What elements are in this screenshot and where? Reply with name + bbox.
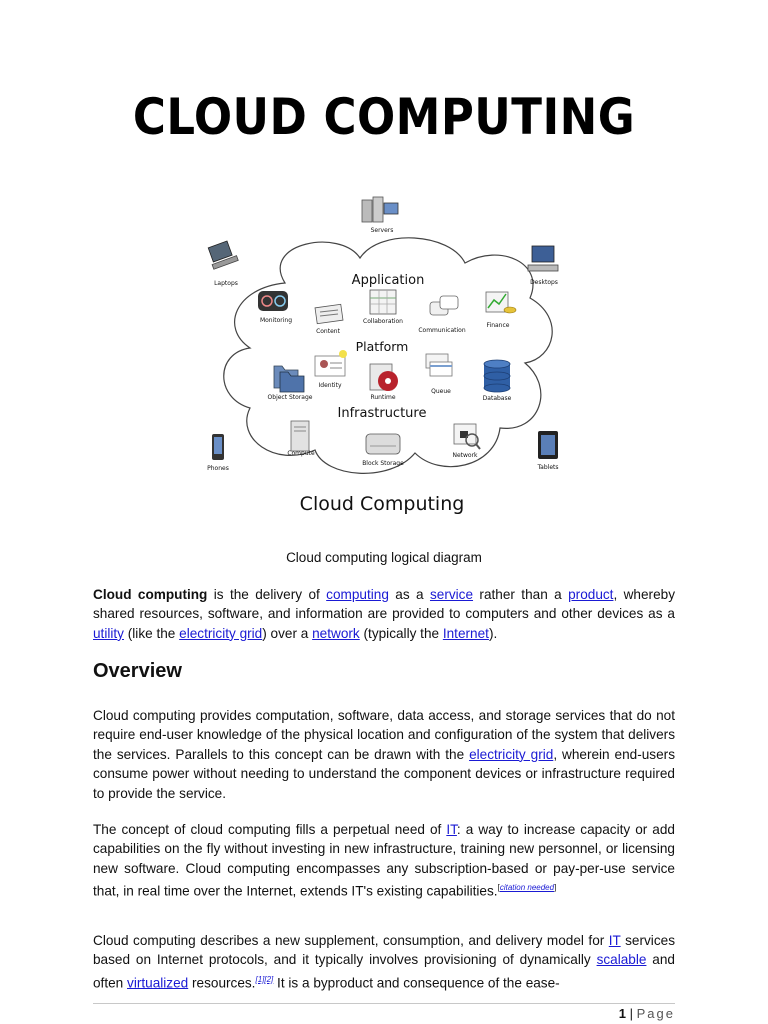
page-title: CLOUD COMPUTING (132, 88, 636, 146)
link-internet[interactable]: Internet (442, 625, 489, 641)
link-network[interactable]: network (312, 625, 360, 641)
intro-paragraph (93, 585, 675, 643)
link-electricity-grid[interactable]: electricity grid (179, 625, 263, 641)
citation-needed: [citation needed] (497, 883, 557, 893)
label-runtime: Runtime (370, 394, 396, 401)
text: The concept of cloud computing fills a perpetual need of (93, 822, 447, 837)
diagram-title: Cloud Computing (299, 493, 465, 515)
database-icon (484, 360, 510, 392)
compute-icon (291, 421, 309, 451)
text: ) over a (262, 625, 313, 641)
text: (typically the (359, 625, 443, 641)
block-storage-icon (366, 434, 400, 454)
link-product[interactable]: product (568, 587, 614, 602)
page-word: Page (636, 1006, 675, 1021)
text: is the delivery of (207, 587, 327, 602)
label-finance: Finance (486, 322, 510, 329)
text: services based on Internet protocols, and it typically involves provisioning of dynamically (93, 933, 675, 968)
link-scalable[interactable]: scalable (596, 952, 647, 968)
layer-platform: Platform (355, 339, 409, 354)
label-phones: Phones (207, 465, 229, 472)
text: : a way to increase capacity or add capabilities on the fly without investing in new infrastructure, training new personnel, or licensing new software. Cloud computing encompasses any subscription-based or pay-per-use service that, in real time over the Internet, extends IT's existing capabilities. (93, 822, 675, 899)
link-citation-needed[interactable]: citation needed (499, 883, 555, 893)
page-footer (619, 1006, 675, 1021)
label-servers: Servers (370, 227, 394, 234)
label-content: Content (316, 328, 340, 335)
phones-icon (212, 434, 224, 460)
label-block-storage: Block Storage (362, 460, 404, 467)
link-service[interactable]: service (429, 587, 474, 602)
text: (like the (123, 625, 180, 641)
text: ). (488, 625, 498, 641)
label-compute: Compute (287, 450, 315, 457)
label-monitoring: Monitoring (259, 317, 293, 324)
overview-paragraph-1 (93, 706, 675, 803)
content-icon (315, 304, 343, 323)
footer-divider (93, 1003, 675, 1004)
ref-2[interactable]: [2] (264, 974, 274, 984)
figure-caption: Cloud computing logical diagram (286, 550, 482, 565)
text: Cloud computing describes a new supplement, consumption, and delivery model for (93, 933, 609, 948)
overview-paragraph-2 (93, 820, 675, 901)
layer-application: Application (351, 273, 425, 288)
servers-icon (362, 197, 398, 222)
monitoring-icon (258, 291, 288, 311)
overview-heading: Overview (93, 660, 182, 682)
link-electricity-grid-2[interactable]: electricity grid (469, 746, 554, 762)
label-tablets: Tablets (537, 464, 559, 471)
reference-markers (255, 975, 273, 984)
text: resources. (188, 975, 256, 991)
label-communication: Communication (418, 327, 466, 334)
footer-separator: | (626, 1006, 637, 1021)
label-network: Network (452, 452, 478, 459)
label-collaboration: Collaboration (363, 318, 403, 325)
page-number: 1 (618, 1006, 627, 1021)
link-it[interactable]: IT (446, 822, 457, 837)
intro-bold: Cloud computing (93, 587, 208, 602)
label-identity: Identity (318, 382, 342, 389)
label-queue: Queue (431, 388, 451, 395)
ref-1[interactable]: [1] (255, 974, 265, 984)
collaboration-icon (370, 290, 396, 314)
text: , whereby shared resources, software, and information are provided to computers and other devices as a (93, 587, 675, 622)
layer-infrastructure: Infrastructure (337, 406, 427, 421)
overview-paragraph-3 (93, 931, 675, 993)
cloud-computing-diagram (190, 188, 590, 528)
text: and often (93, 952, 675, 991)
text: Cloud computing provides computation, software, data access, and storage services that do not require end-user knowledge of the physical location and configuration of the system that delivers the services. Parallels to this concept can be drawn with the (93, 708, 675, 762)
text: , wherein end-users consume power without needing to understand the component devices or infrastructure required to provide the service. (93, 746, 675, 801)
desktops-icon (528, 246, 558, 271)
queue-icon (426, 354, 452, 376)
label-database: Database (482, 395, 512, 402)
tablets-icon (538, 431, 558, 459)
label-desktops: Desktops (530, 279, 558, 286)
link-computing[interactable]: computing (326, 587, 389, 602)
label-laptops: Laptops (214, 280, 238, 287)
laptops-icon (208, 241, 238, 269)
link-it-2[interactable]: IT (608, 933, 621, 948)
label-object-storage: Object Storage (267, 394, 313, 401)
text: It is a byproduct and consequence of the ease- (273, 975, 560, 991)
link-utility[interactable]: utility (93, 625, 124, 641)
link-virtualized[interactable]: virtualized (127, 975, 189, 991)
text: as a (388, 587, 430, 602)
text: rather than a (473, 587, 569, 602)
